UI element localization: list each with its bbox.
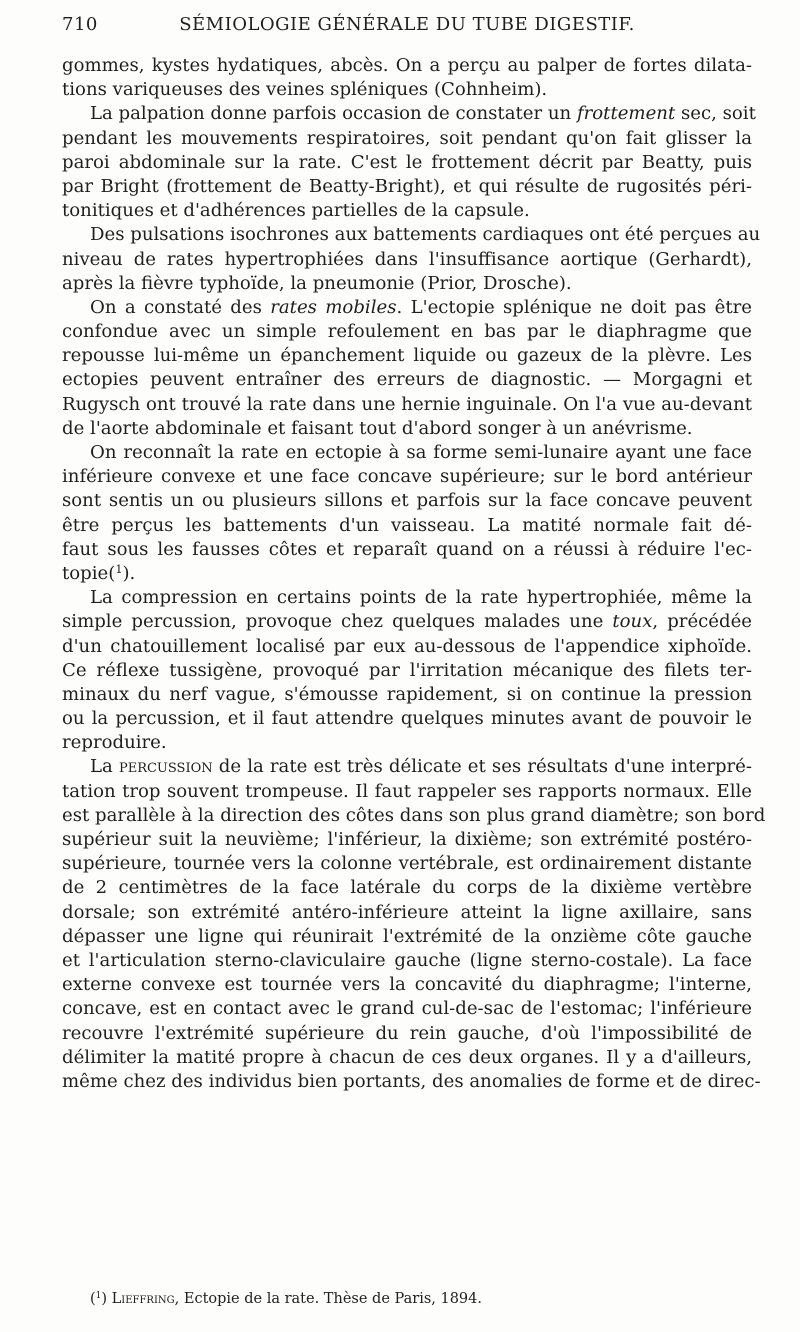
text-line: délimiter la matité propre à chacun de ces deux organes. Il y a d'ailleurs,: [62, 1046, 752, 1068]
text-line: dépasser une ligne qui réunirait l'extrémité de la onzième côte gauche: [62, 925, 752, 947]
text-line: Rugysch ont trouvé la rate dans une hernie inguinale. On l'a vue au-devant: [62, 393, 752, 415]
page-number: 710: [62, 14, 98, 35]
text-line: repousse lui-même un épanchement liquide ou gazeux de la plèvre. Les: [62, 345, 752, 367]
italic-term: toux: [612, 611, 653, 633]
footnote: ($^1$) Lieffring, Ectopie de la rate. Thèse de Paris, 1894.: [90, 1291, 482, 1307]
text-line: inférieure convexe et une face concave supérieure; sur le bord antérieur: [62, 466, 752, 488]
text-line: par Bright (frottement de Beatty-Bright), et qui résulte de rugosités péri-: [62, 175, 752, 197]
text-line: pendant les mouvements respiratoires, soit pendant qu'on fait glisser la: [62, 127, 752, 149]
text-line: d'un chatouillement localisé par eux au-dessous de l'appendice xiphoïde.: [62, 635, 752, 657]
text-line: topie($^1$).: [62, 562, 136, 584]
text-line: dorsale; son extrémité antéro-inférieure atteint la ligne axillaire, sans: [62, 901, 752, 923]
footnote-author: Lieffring: [111, 1291, 175, 1307]
italic-term: frottement: [576, 103, 676, 125]
text-line: gommes, kystes hydatiques, abcès. On a perçu au palper de fortes dilata-: [62, 55, 752, 76]
text-line: paroi abdominale sur la rate. C'est le frottement décrit par Beatty, puis: [62, 151, 752, 173]
text-line: et l'articulation sterno-claviculaire gauche (ligne sterno-costale). La face: [62, 949, 752, 971]
text-line: tation trop souvent trompeuse. Il faut rappeler ses rapports normaux. Elle: [62, 780, 752, 802]
footnote-text: , Ectopie de la rate. Thèse de Paris, 1894.: [174, 1291, 482, 1307]
text-line: La compression en certains points de la rate hypertrophiée, même la: [90, 587, 752, 609]
text-line: simple percussion, provoque chez quelques malades une toux, précédée: [62, 611, 752, 633]
text-line: après la fièvre typhoïde, la pneumonie (Prior, Drosche).: [62, 272, 572, 294]
text-line: ectopies peuvent entraîner des erreurs de diagnostic. — Morgagni et: [62, 369, 752, 391]
text-line: reproduire.: [62, 732, 167, 754]
text-line: même chez des individus bien portants, des anomalies de forme et de direc-: [62, 1070, 761, 1092]
footnote-marker: 1: [95, 1291, 102, 1302]
text-line: supérieur suit la neuvième; l'inférieur, la dixième; son extrémité postéro-: [62, 829, 752, 850]
text-line: confondue avec un simple refoulement en bas par le diaphragme que: [62, 321, 752, 343]
footnote-ref: 1: [115, 562, 123, 576]
text-line: tonitiques et d'adhérences partielles de la capsule.: [62, 200, 530, 222]
text-line: concave, est en contact avec le grand cul-de-sac de l'estomac; l'inférieure: [62, 998, 752, 1020]
text-line: La palpation donne parfois occasion de constater un frottement sec, soit: [90, 103, 756, 125]
italic-term: rates mobiles: [270, 296, 397, 318]
text-line: de l'aorte abdominale et faisant tout d'abord songer à un anévrisme.: [62, 417, 693, 439]
text-line: On reconnaît la rate en ectopie à sa forme semi-lunaire ayant une face: [90, 442, 752, 463]
text-line: ou la percussion, et il faut attendre quelques minutes avant de pouvoir le: [62, 708, 752, 730]
text-line: être perçus les battements d'un vaisseau. La matité normale fait dé-: [62, 514, 752, 536]
text-line: supérieure, tournée vers la colonne vertébrale, est ordinairement distante: [62, 853, 752, 875]
text-line: Ce réflexe tussigène, provoqué par l'irritation mécanique des filets ter-: [62, 659, 752, 681]
text-line: On a constaté des rates mobiles. L'ectopie splénique ne doit pas être: [90, 296, 753, 318]
page-header: [62, 14, 752, 44]
running-title: SÉMIOLOGIE GÉNÉRALE DU TUBE DIGESTIF.: [179, 14, 635, 35]
text-line: La percussion de la rate est très délicate et ses résultats d'une interpré-: [90, 756, 753, 778]
text-line: tions variqueuses des veines spléniques (Cohnheim).: [62, 79, 548, 101]
text-line: de 2 centimètres de la face latérale du corps de la dixième vertèbre: [62, 877, 752, 899]
smallcaps-term: percussion: [118, 756, 213, 778]
text-line: est parallèle à la direction des côtes dans son plus grand diamètre; son bord: [62, 804, 766, 826]
text-line: faut sous les fausses côtes et reparaît quand on a réussi à réduire l'ec-: [62, 538, 752, 560]
text-line: recouvre l'extrémité supérieure du rein gauche, d'où l'impossibilité de: [62, 1022, 752, 1044]
body-text: [62, 54, 766, 1094]
text-line: externe convexe est tournée vers la concavité du diaphragme; l'interne,: [62, 974, 752, 996]
text-line: sont sentis un ou plusieurs sillons et parfois sur la face concave peuvent: [62, 490, 752, 512]
text-line: Des pulsations isochrones aux battements cardiaques ont été perçues au: [90, 224, 761, 246]
text-line: niveau de rates hypertrophiées dans l'insuffisance aortique (Gerhardt),: [62, 248, 752, 270]
text-line: minaux du nerf vague, s'émousse rapidement, si on continue la pression: [62, 683, 752, 705]
